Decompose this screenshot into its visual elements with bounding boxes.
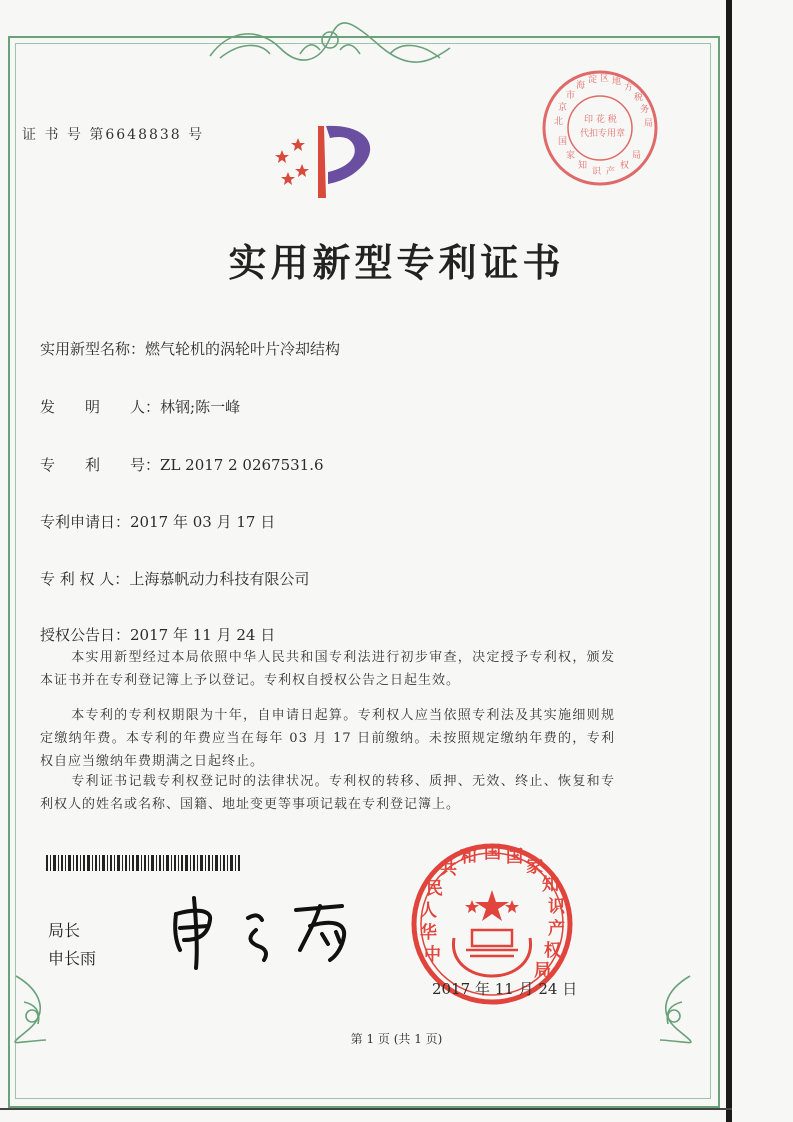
svg-text:海: 海 [576, 81, 586, 91]
svg-text:知: 知 [578, 161, 588, 171]
field-utility-model-name [40, 338, 340, 359]
body-paragraph-3: 专利证书记载专利权登记时的法律状况。专利权的转移、质押、无效、终止、恢复和专利权人的姓名或名称、国籍、地址变更等事项记载在专利登记簿上。 [40, 774, 615, 812]
svg-text:代扣专用章: 代扣专用章 [580, 129, 626, 139]
svg-text:权: 权 [544, 941, 561, 961]
svg-text:民: 民 [426, 879, 443, 899]
svg-text:产: 产 [606, 167, 616, 177]
field-value: 2017 年 03 月 17 日 [130, 513, 276, 531]
certificate-number: 证 书 号 第6648838 号 [22, 127, 205, 143]
svg-text:局: 局 [644, 119, 654, 129]
field-value: 燃气轮机的涡轮叶片冷却结构 [145, 340, 341, 358]
svg-text:局: 局 [632, 151, 642, 161]
field-value: ZL 2017 2 0267531.6 [160, 456, 324, 474]
svg-text:印 花 税: 印 花 税 [584, 115, 617, 125]
page-number: 第 1 页 (共 1 页) [350, 1032, 443, 1046]
field-value: 2017 年 11 月 24 日 [130, 626, 276, 644]
svg-text:方: 方 [624, 83, 634, 93]
svg-text:产: 产 [548, 919, 565, 939]
svg-text:税: 税 [634, 93, 644, 103]
svg-text:识: 识 [592, 167, 602, 177]
svg-text:权: 权 [620, 161, 630, 171]
field-label: 发 明 人： [40, 398, 161, 416]
svg-text:市: 市 [566, 91, 576, 101]
svg-text:共: 共 [440, 859, 457, 879]
body-paragraph-1: 本实用新型经过本局依照中华人民共和国专利法进行初步审查，决定授予专利权，颁发本证书并在专利登记簿上予以登记。专利权自授权公告之日起生效。 [40, 650, 615, 688]
barcode [46, 855, 242, 871]
signatory-title: 局长 [48, 921, 81, 940]
svg-text:中: 中 [424, 945, 441, 965]
field-label: 专 利 权 人： [40, 570, 130, 588]
svg-text:京: 京 [558, 103, 568, 113]
svg-text:知: 知 [542, 875, 559, 895]
scan-edge-right [726, 0, 732, 1122]
field-label: 专 利 号： [40, 456, 161, 474]
svg-text:华: 华 [420, 923, 437, 943]
field-label: 授权公告日： [40, 626, 131, 644]
field-application-date [40, 511, 275, 532]
top-ornament [200, 18, 460, 68]
field-inventors [40, 396, 240, 417]
svg-text:国: 国 [558, 137, 568, 147]
svg-text:北: 北 [554, 117, 564, 127]
field-value: 上海慕帆动力科技有限公司 [129, 570, 310, 588]
handwritten-signature [160, 890, 380, 970]
field-value: 林钢;陈一峰 [160, 398, 241, 416]
svg-text:国: 国 [506, 847, 523, 867]
svg-text:人: 人 [420, 901, 437, 921]
field-patentee [40, 568, 309, 589]
patent-office-logo [268, 108, 388, 200]
svg-text:国: 国 [484, 843, 501, 863]
field-label: 实用新型名称： [40, 340, 146, 358]
issue-date: 2017 年 11 月 24 日 [432, 980, 578, 998]
tax-stamp-seal [540, 68, 660, 188]
field-label: 专利申请日： [40, 513, 131, 531]
signatory-name: 申长雨 [48, 949, 97, 968]
svg-text:和: 和 [460, 847, 477, 867]
svg-text:识: 识 [548, 897, 565, 917]
svg-text:淀: 淀 [588, 75, 598, 85]
field-patent-number [40, 454, 324, 475]
svg-text:地: 地 [612, 77, 622, 87]
svg-text:务: 务 [640, 105, 650, 115]
svg-text:局: 局 [534, 961, 551, 981]
certificate-title: 实用新型专利证书 [228, 240, 565, 285]
svg-text:家: 家 [526, 857, 543, 877]
svg-text:家: 家 [566, 151, 576, 161]
body-paragraph-2: 本专利的专利权期限为十年，自申请日起算。专利权人应当依照专利法及其实施细则规定缴纳年费。本专利的年费应当在每年 03 月 17 日前缴纳。未按照规定缴纳年费的，专利权自应当缴纳年费期满之日起终止。 [40, 708, 615, 769]
svg-text:区: 区 [600, 74, 610, 84]
field-grant-date [40, 624, 275, 645]
scan-edge-bottom [0, 1108, 732, 1110]
